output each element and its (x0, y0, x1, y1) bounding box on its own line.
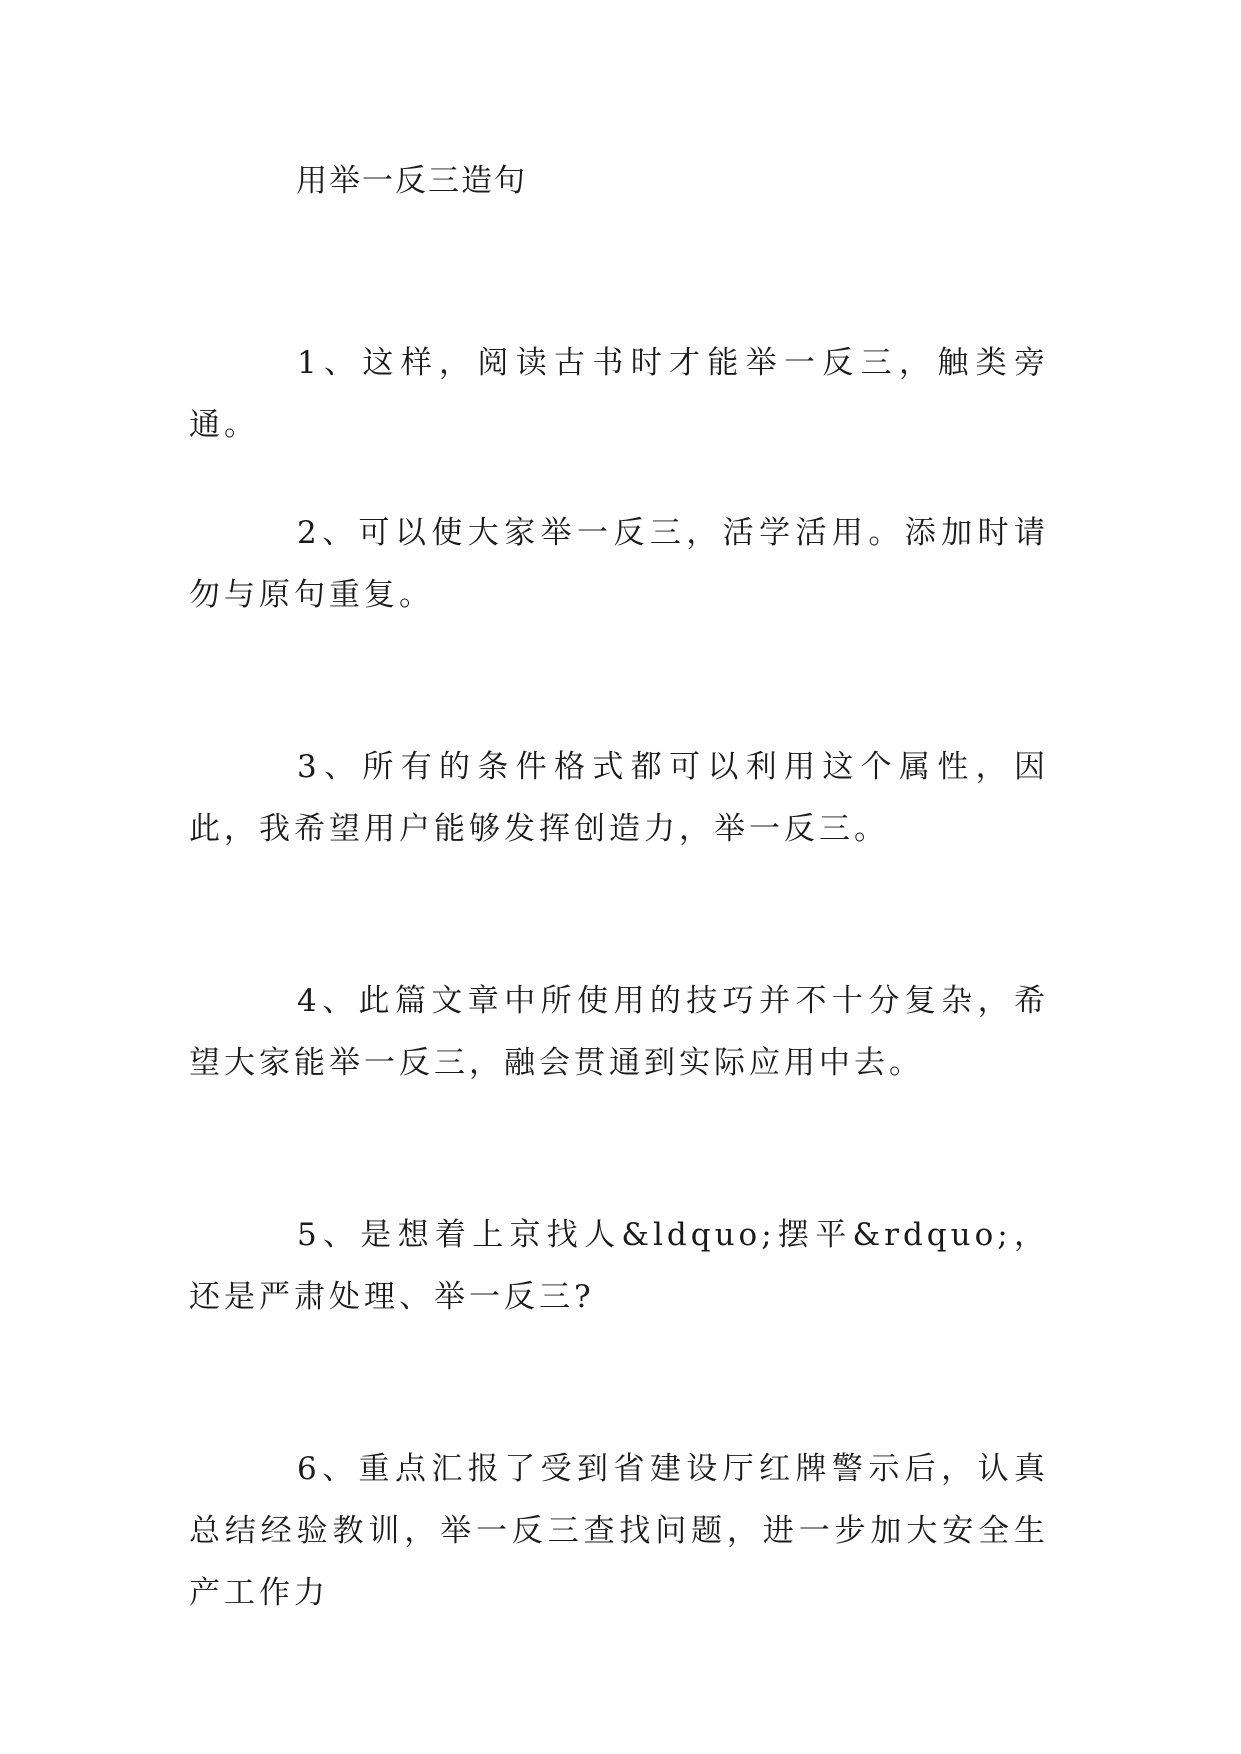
paragraph-1: 1、这样，阅读古书时才能举一反三，触类旁通。 (189, 345, 1049, 443)
paragraph-2: 2、可以使大家举一反三，活学活用。添加时请勿与原句重复。 (189, 515, 1049, 613)
paragraph-6: 6、重点汇报了受到省建设厅红牌警示后，认真总结经验教训，举一反三查找问题，进一步加大安全生产工作力 (189, 1451, 1049, 1611)
paragraph-5: 5、是想着上京找人&ldquo;摆平&rdquo;，还是严肃处理、举一反三? (189, 1217, 1049, 1315)
paragraph-4: 4、此篇文章中所使用的技巧并不十分复杂，希望大家能举一反三，融会贯通到实际应用中去。 (189, 983, 1049, 1081)
document-title: 用举一反三造句 (296, 163, 527, 199)
paragraph-3: 3、所有的条件格式都可以利用这个属性，因此，我希望用户能够发挥创造力，举一反三。 (189, 749, 1049, 847)
